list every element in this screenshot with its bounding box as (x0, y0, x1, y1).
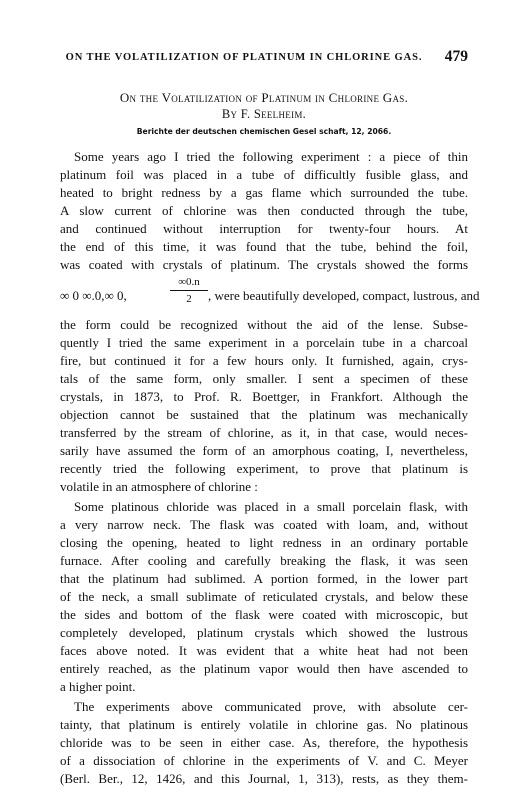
body-line: the end of this time, it was found that the tube, behind the foil, (60, 239, 468, 254)
body-line: and continued without interruption for twenty-four hours. At (60, 221, 468, 236)
body-line: that the platinum had sublimed. A portion formed, in the lower part (60, 571, 468, 586)
body-line: crystals, in 1873, to Prof. R. Boettger, in Frankfort. Although the (60, 389, 468, 404)
body-line: chloride was to be seen in either case. As, therefore, the hypothesis (60, 735, 468, 750)
body-line: A slow current of chlorine was then conducted through the tube, (60, 203, 468, 218)
body-line: furnace. After cooling and carefully breaking the flask, it was seen (60, 553, 468, 568)
body-line: completely developed, platinum crystals which showed the lustrous (60, 625, 468, 640)
body-line: of a dissociation of chlorine in the experiments of V. and C. Meyer (60, 753, 468, 768)
body-line: a very narrow neck. The flask was coated with loam, and, without (60, 517, 468, 532)
body-line: the form could be recognized without the aid of the lense. Subse- (60, 317, 468, 332)
body-line: entirely reached, as the platinum vapor would then have ascended to (60, 661, 468, 676)
body-line: closing the opening, heated to light redness in an ordinary portable (60, 535, 468, 550)
running-title: ON THE VOLATILIZATION OF PLATINUM IN CHLORINE GAS. (65, 52, 423, 63)
body-line: objection cannot be sustained that the platinum was mechanically (60, 407, 468, 422)
body-line: sarily have assumed the form of an amorphous coating, I, nevertheless, (60, 443, 468, 458)
body-line: (Berl. Ber., 12, 1426, and this Journal, 1, 313), rests, as they them- (60, 771, 468, 786)
body-line: faces above noted. It was evident that a white heat had not been (60, 643, 468, 658)
crystal-forms-formula (60, 275, 480, 311)
body-line: The experiments above communicated prove, with absolute cer- (74, 699, 468, 714)
body-line: was coated with crystals of platinum. The crystals showed the forms (60, 257, 468, 272)
body-line: tainty, that platinum is entirely volatile in chlorine gas. No platinous (60, 717, 468, 732)
formula-denominator: 2 (186, 293, 192, 305)
body-line: of the neck, a small sublimate of reticulated crystals, and below these (60, 589, 468, 604)
formula-numerator: ∞0.n (170, 275, 208, 291)
formula-prefix: ∞ 0 ∞.0,∞ 0, (60, 288, 127, 303)
body-line: transferred by the stream of chlorine, as it, in that case, would neces- (60, 425, 468, 440)
body-line: a higher point. (60, 679, 136, 694)
author-byline: By F. Seelheim. (221, 107, 307, 121)
article-title: On the Volatilization of Platinum in Chlorine Gas. (119, 90, 409, 105)
source-citation: Berichte der deutschen chemischen Gesel schaft, 12, 2066. (136, 127, 392, 136)
page-number: 479 (444, 48, 468, 65)
body-line: Some platinous chloride was placed in a small porcelain flask, with (74, 499, 468, 514)
body-line: recently tried the following experiment, to prove that platinum is (60, 461, 468, 476)
formula-fraction (170, 275, 208, 306)
body-line: quently I tried the same experiment in a porcelain tube in a charcoal (60, 335, 468, 350)
running-head (60, 48, 468, 68)
body-line: tals of the same form, only smaller. I sent a specimen of these (60, 371, 468, 386)
formula-suffix: , were beautifully developed, compact, lustrous, and (208, 288, 480, 303)
body-line: heated to bright redness by a gas flame which surrounded the tube. (60, 185, 468, 200)
body-line: fire, but continued it for a few hours only. It furnished, again, crys- (60, 353, 468, 368)
body-line: platinum foil was placed in a tube of difficultly fusible glass, and (60, 167, 468, 182)
body-line: the sides and bottom of the flask were coated with microscopic, but (60, 607, 468, 622)
body-line: volatile in an atmosphere of chlorine : (60, 479, 258, 494)
body-line: Some years ago I tried the following experiment : a piece of thin (74, 149, 468, 164)
